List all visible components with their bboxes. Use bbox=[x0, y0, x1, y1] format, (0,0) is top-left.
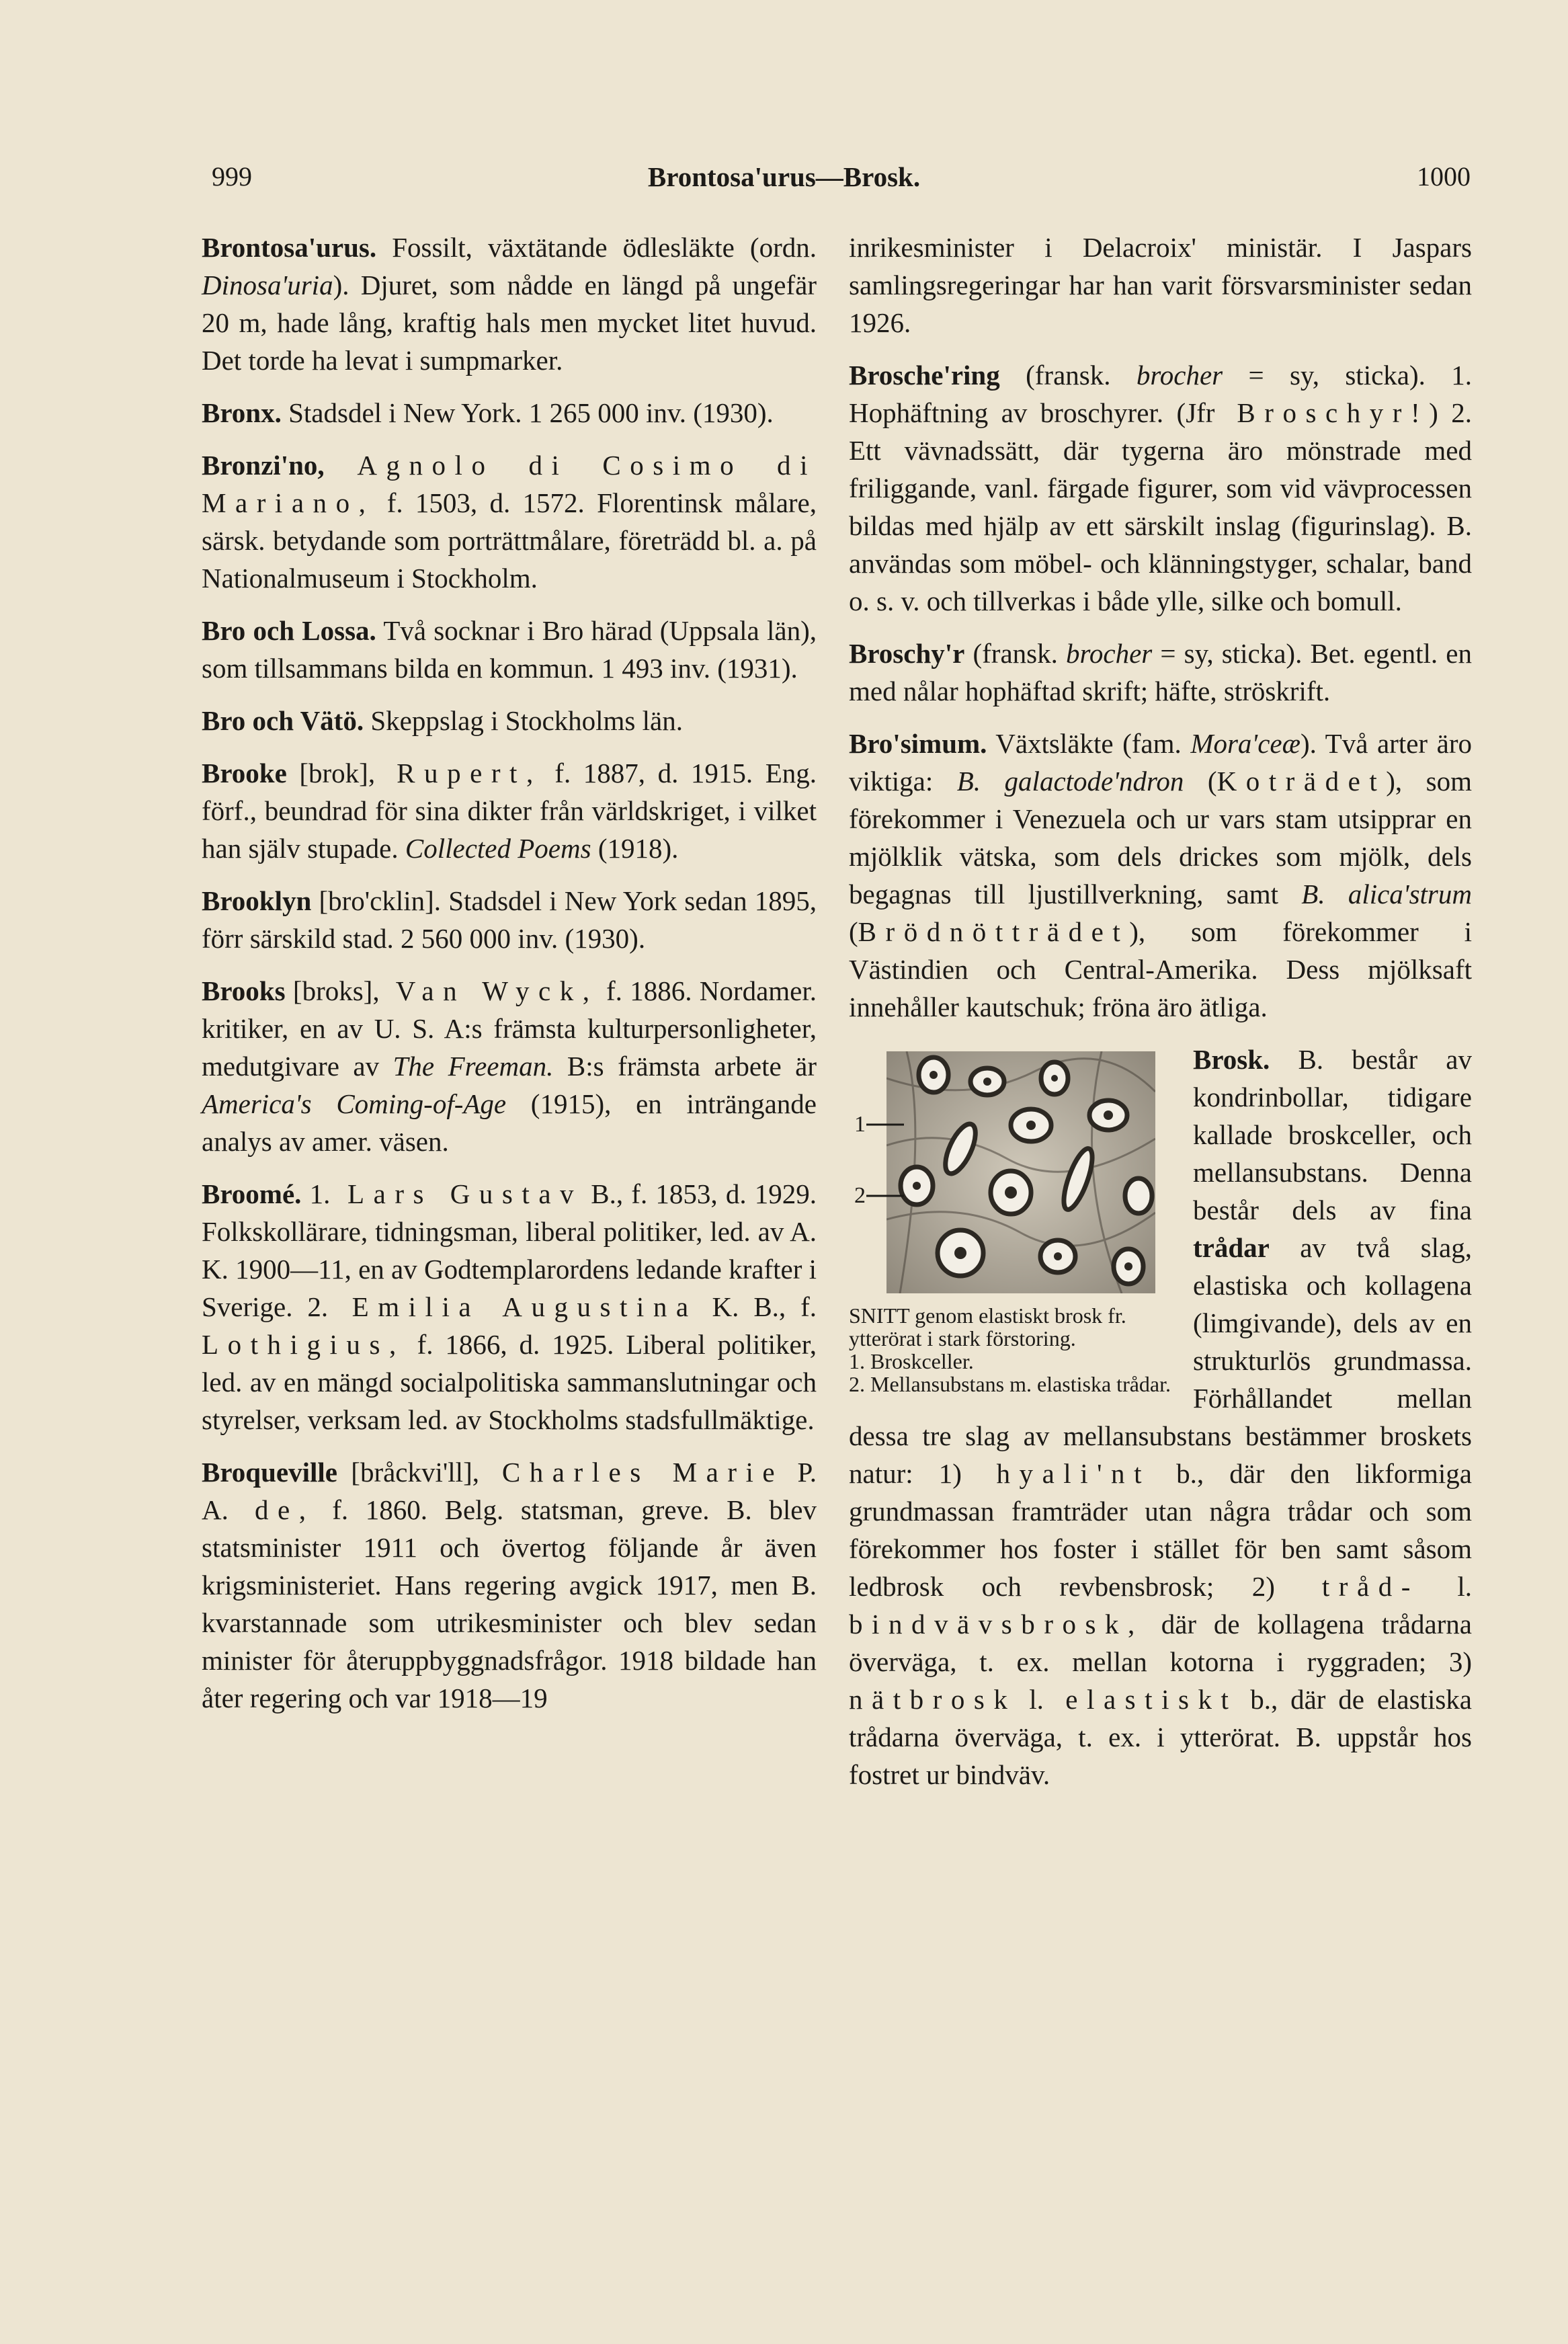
figure-caption-item-1: 1. Broskceller. bbox=[849, 1349, 974, 1373]
leader-line-1 bbox=[866, 1123, 904, 1127]
entry-brooke: Brooke [brok], Rupert, f. 1887, d. 1915. Eng. förf., beundrad för sina dikter från världskriget, i vilket han själv stupade. Collected Poems (1918). bbox=[202, 758, 817, 864]
entry-brosk: 1 2 SNITT genom elastiskt brosk fr. ytterörat i stark förstoring. 1. Broskceller. 2. Mellansubstans m. elastiska trådar. Brosk. B. består av kondrinbollar, tidigare kallade broskceller, och mellansubstans. Denna består dels av fina trådar av två slag, elastiska och kollagena (limgivande), dels av en strukturlös grundmassa. Förhållandet mellan dessa tre slag av mellansubstans bestämmer broskets natur: 1) hyali'nt b., där den likformiga grundmassan framträder utan några trådar och som förekommer hos foster i stället för ben samt såsom ledbrosk och revbensbrosk; 2) tråd- l. bindvävsbrosk, där de kollagena trådarna överväga, t. ex. mellan kotorna i ryggraden; 3) nätbrosk l. elastiskt b., där de elastiska trådarna överväga, t. ex. i ytterörat. B. uppstår hos fostret ur bindväv. bbox=[849, 1044, 1473, 1790]
entry-bro-och-vato: Bro och Vätö. Skeppslag i Stockholms län. bbox=[202, 705, 683, 736]
headword: Brosk. bbox=[1193, 1044, 1270, 1075]
running-title: Brontosa'urus—Brosk. bbox=[647, 161, 921, 192]
figure-elastic-cartilage bbox=[849, 1051, 1171, 1396]
entry-continuation: inrikesminister i Delacroix' ministär. I Jaspars samlingsregeringar har han varit försvarsminister sedan 1926. bbox=[849, 232, 1472, 338]
entry-broome: Broomé. 1. Lars Gustav B., f. 1853, d. 1929. Folkskollärare, tidningsman, liberal politiker, led. av A. K. 1900—11, en av Godtemplarordens ledande krafter i Sverige. 2. Emilia Augustina K. B., f. Lothigius, f. 1866, d. 1925. Liberal politiker, led. av en mängd socialpolitiska sammanslutningar och styrelser, verksam led. av Stockholms stadsfullmäktige. bbox=[202, 1178, 817, 1435]
headword: Broschy'r bbox=[849, 638, 965, 669]
headword: Broomé. bbox=[202, 1178, 302, 1209]
headword: Brooke bbox=[202, 758, 287, 789]
entry-brontosaurus: Brontosa'urus. Fossilt, växtätande ödlesläkte (ordn. Dinosa'uria). Djuret, som nådde en längd på ungefär 20 m, hade lång, kraftig hals men mycket litet huvud. Det torde ha levat i sumpmarker. bbox=[202, 232, 817, 376]
entry-brosimum: Bro'simum. Växtsläkte (fam. Mora'ceæ). Två arter äro viktiga: B. galactode'ndron (Koträdet), som förekommer i Venezuela och ur vars stam utsipprar en mjölklik vätska, som dels drickes som mjölk, dels begagnas till ljustillverkning, samt B. alica'strum (Brödnötträdet), som förekommer i Västindien och Central-Amerika. Dess mjölksaft innehåller kautschuk; fröna äro ätliga. bbox=[849, 728, 1473, 1022]
microscope-photo bbox=[886, 1051, 1155, 1293]
entry-bro-och-lossa: Bro och Lossa. Två socknar i Bro härad (Uppsala län), som tillsammans bilda en kommun. 1 493 inv. (1931). bbox=[202, 615, 817, 684]
page-number-right: 1000 bbox=[1417, 161, 1471, 192]
figure-caption: SNITT genom elastiskt brosk fr. ytterörat i stark förstoring. bbox=[849, 1303, 1126, 1350]
headword: Brooks bbox=[202, 975, 286, 1006]
headword: Bronzi'no, bbox=[202, 450, 325, 481]
entry-brooks: Brooks [broks], Van Wyck, f. 1886. Nordamer. kritiker, en av U. S. A:s främsta kulturpersonligheter, medutgivare av The Freeman. B:s främsta arbete är America's Coming-of-Age (1915), en inträngande analys av amer. väsen. bbox=[202, 975, 817, 1157]
headword: Bro och Lossa. bbox=[202, 615, 376, 646]
headword: Broqueville bbox=[202, 1457, 337, 1488]
figure-caption-item-2: 2. Mellansubstans m. elastiska trådar. bbox=[849, 1372, 1171, 1396]
headword: Brosche'ring bbox=[849, 360, 1000, 391]
entry-bronx: Bronx. Stadsdel i New York. 1 265 000 inv. (1930). bbox=[202, 397, 774, 428]
entry-broschering: Brosche'ring (fransk. brocher = sy, sticka). 1. Hophäftning av broschyrer. (Jfr Broschyr!) 2. Ett vävnadssätt, där tygerna äro mönstrade med friliggande, vanl. färgade figurer, som vid vävprocessen bildas med hjälp av ett särskilt inslag (figurinslag). B. användas som möbel- och klänningstyger, schalar, band o. s. v. och tillverkas i både ylle, silke och bomull. bbox=[849, 360, 1473, 616]
headword: Bronx. bbox=[202, 397, 282, 428]
entry-broqueville: Broqueville [bråckvi'll], Charles Marie P. A. de, f. 1860. Belg. statsman, greve. B. blev statsminister 1911 och övertog följande år även krigsministeriet. Hans regering avgick 1917, men B. kvarstannade som utrikesminister och blev sedan minister för återuppbyggnadsfrågor. 1918 bildade han åter regering och var 1918—19 bbox=[202, 1457, 817, 1713]
column-right bbox=[849, 229, 1472, 1808]
page-number-left: 999 bbox=[212, 161, 252, 192]
figure-label-2: 2 bbox=[854, 1183, 866, 1208]
entry-brooklyn: Brooklyn [bro'cklin]. Stadsdel i New York sedan 1895, förr särskild stad. 2 560 000 inv. (1930). bbox=[202, 885, 817, 954]
headword: Brontosa'urus. bbox=[202, 232, 377, 263]
entry-bronzino: Bronzi'no, Agnolo di Cosimo di Mariano, f. 1503, d. 1572. Florentinsk målare, särsk. betydande som porträttmålare, företrädd bl. a. på Nationalmuseum i Stockholm. bbox=[202, 450, 817, 594]
entry-broschyr: Broschy'r (fransk. brocher = sy, sticka). Bet. egentl. en med nålar hophäftad skrift; häfte, ströskrift. bbox=[849, 638, 1472, 706]
column-left bbox=[202, 229, 817, 1732]
figure-label-1: 1 bbox=[854, 1112, 866, 1137]
headword: Bro'simum. bbox=[849, 728, 987, 759]
headword: Bro och Vätö. bbox=[202, 705, 364, 736]
headword: Brooklyn bbox=[202, 885, 312, 916]
leader-line-2 bbox=[866, 1194, 904, 1198]
